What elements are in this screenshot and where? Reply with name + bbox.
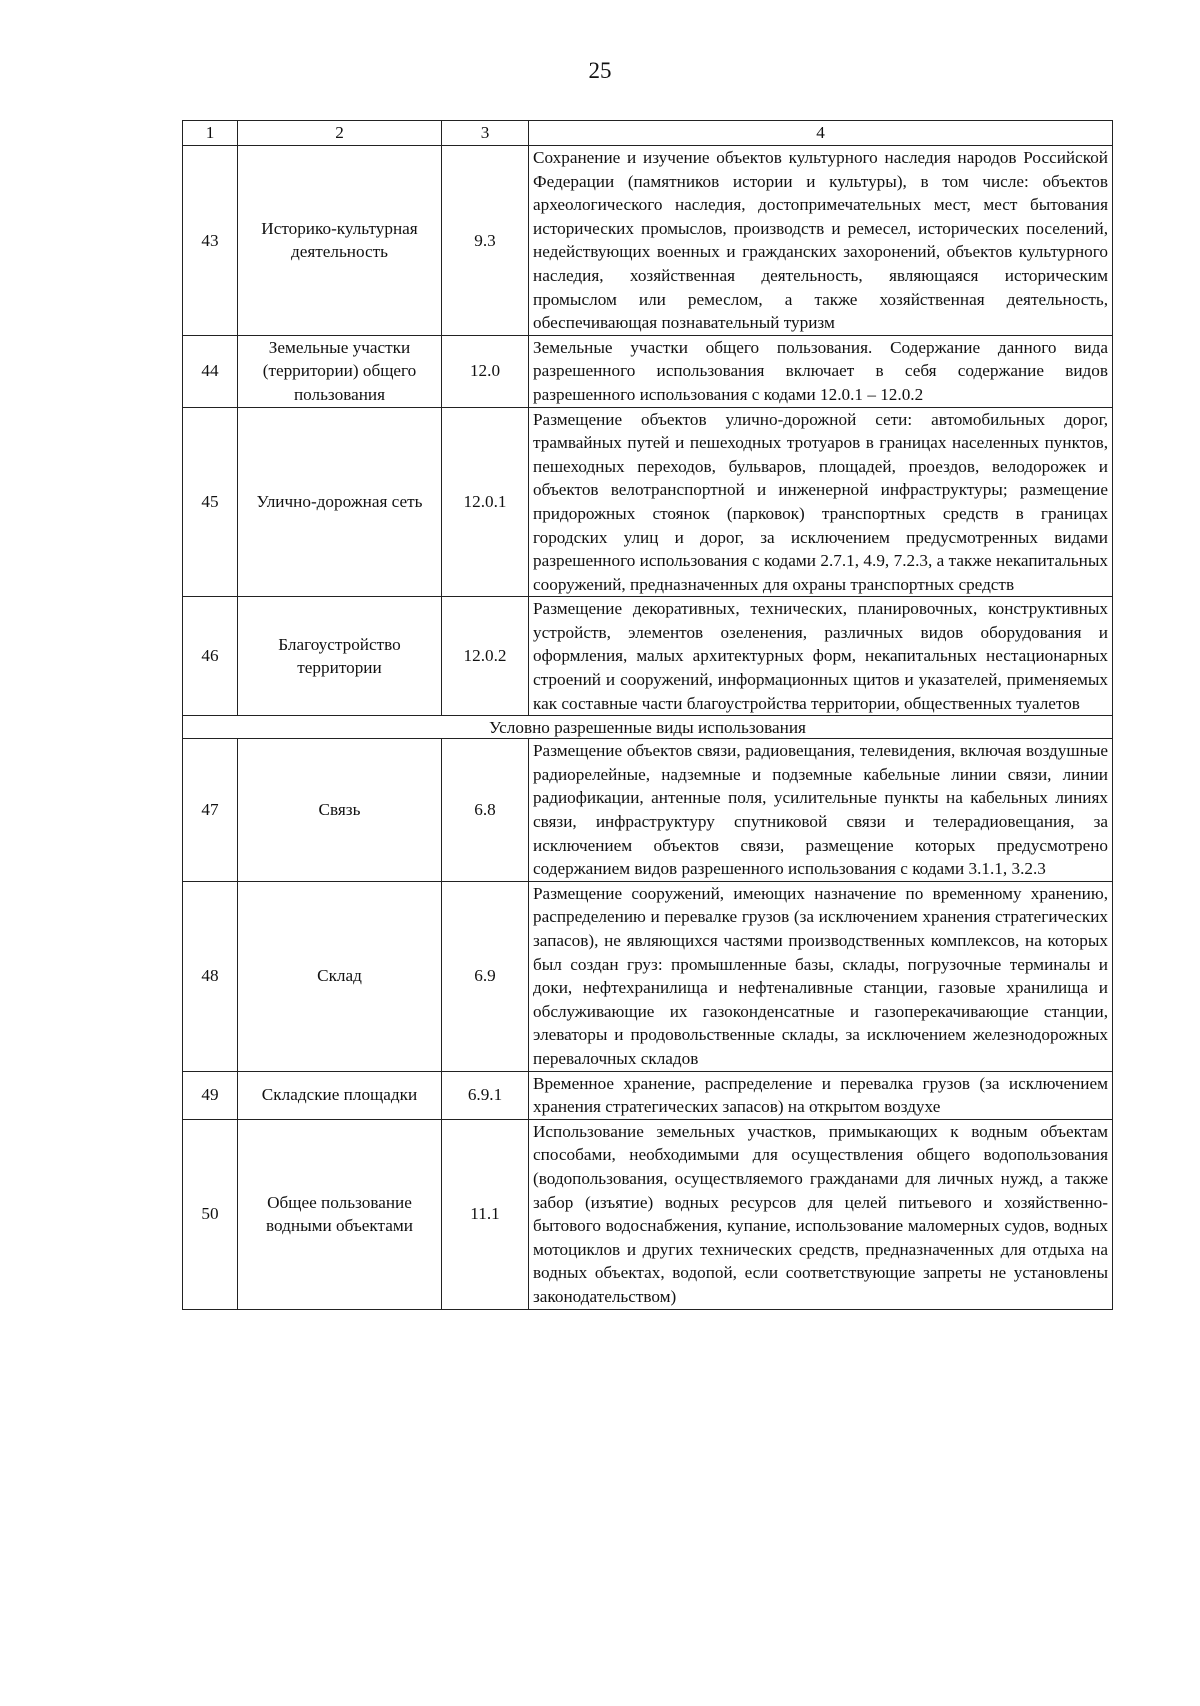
use-type-description: Сохранение и изучение объектов культурного наследия народов Российской Федерации (памятников истории и культуры), в том числе: объектов археологического наследия, достопримечательных мест, мест бытования исторических промыслов, производств и ремесел, исторических поселений, недействующих военных и гражданских захоронений, объектов культурного наследия, хозяйственная деятельность, являющаяся историческим промыслом или ремеслом, а также хозяйственная деятельность, обеспечивающая познавательный туризм — [529, 146, 1113, 336]
use-type-code: 12.0 — [442, 335, 529, 407]
column-header: 1 — [183, 121, 238, 146]
use-type-code: 6.8 — [442, 739, 529, 882]
table-row — [183, 407, 1113, 597]
use-type-code: 6.9 — [442, 881, 529, 1071]
table-row — [183, 739, 1113, 882]
table-row — [183, 597, 1113, 716]
column-header: 4 — [529, 121, 1113, 146]
use-type-code: 6.9.1 — [442, 1071, 529, 1119]
use-type-code: 9.3 — [442, 146, 529, 336]
use-type-name: Историко-культурная деятельность — [238, 146, 442, 336]
use-type-name: Улично-дорожная сеть — [238, 407, 442, 597]
row-number: 44 — [183, 335, 238, 407]
table-row — [183, 146, 1113, 336]
use-type-description: Размещение объектов связи, радиовещания, телевидения, включая воздушные радиорелейные, надземные и подземные кабельные линии связи, линии радиофикации, антенные поля, усилительные пункты на кабельных линиях связи, инфраструктуру спутниковой связи и телерадиовещания, за исключением объектов связи, размещение которых предусмотрено содержанием видов разрешенного использования с кодами 3.1.1, 3.2.3 — [529, 739, 1113, 882]
use-type-name: Общее пользование водными объектами — [238, 1119, 442, 1309]
row-number: 50 — [183, 1119, 238, 1309]
row-number: 45 — [183, 407, 238, 597]
column-header: 2 — [238, 121, 442, 146]
use-type-name: Связь — [238, 739, 442, 882]
use-type-code: 12.0.2 — [442, 597, 529, 716]
section-title: Условно разрешенные виды использования — [183, 716, 1113, 739]
use-type-description: Размещение объектов улично-дорожной сети: автомобильных дорог, трамвайных путей и пешеходных тротуаров в границах населенных пунктов, пешеходных переходов, бульваров, площадей, проездов, велодорожек и объектов велотранспортной и инженерной инфраструктуры; размещение придорожных стоянок (парковок) транспортных средств в границах городских улиц и дорог, за исключением предусмотренных видами разрешенного использования с кодами 2.7.1, 4.9, 7.2.3, а также некапитальных сооружений, предназначенных для охраны транспортных средств — [529, 407, 1113, 597]
table-row — [183, 1071, 1113, 1119]
section-header-row — [183, 716, 1113, 739]
use-type-code: 11.1 — [442, 1119, 529, 1309]
use-type-code: 12.0.1 — [442, 407, 529, 597]
use-type-name: Складские площадки — [238, 1071, 442, 1119]
use-type-description: Размещение декоративных, технических, планировочных, конструктивных устройств, элементов озеленения, различных видов оборудования и оформления, малых архитектурных форм, некапитальных нестационарных строений и сооружений, информационных щитов и указателей, применяемых как составные части благоустройства территории, общественных туалетов — [529, 597, 1113, 716]
use-type-description: Размещение сооружений, имеющих назначение по временному хранению, распределению и перевалке грузов (за исключением хранения стратегических запасов), не являющихся частями производственных комплексов, на которых был создан груз: промышленные базы, склады, погрузочные терминалы и доки, нефтехранилища и нефтеналивные станции, газовые хранилища и обслуживающие их газоконденсатные и газоперекачивающие станции, элеваторы и продовольственные склады, за исключением железнодорожных перевалочных складов — [529, 881, 1113, 1071]
row-number: 47 — [183, 739, 238, 882]
row-number: 46 — [183, 597, 238, 716]
table-row — [183, 1119, 1113, 1309]
table-row — [183, 881, 1113, 1071]
land-use-table — [182, 120, 1113, 1310]
page-number: 25 — [588, 58, 612, 83]
use-type-name: Земельные участки (территории) общего пользования — [238, 335, 442, 407]
row-number: 43 — [183, 146, 238, 336]
use-type-description: Земельные участки общего пользования. Содержание данного вида разрешенного использования включает в себя содержание видов разрешенного использования с кодами 12.0.1 – 12.0.2 — [529, 335, 1113, 407]
row-number: 48 — [183, 881, 238, 1071]
table-header-row — [183, 121, 1113, 146]
use-type-name: Склад — [238, 881, 442, 1071]
table-row — [183, 335, 1113, 407]
use-type-description: Использование земельных участков, примыкающих к водным объектам способами, необходимыми для осуществления общего водопользования (водопользования, осуществляемого гражданами для личных нужд, а также забор (изъятие) водных ресурсов для целей питьевого и хозяйственно-бытового водоснабжения, купание, использование маломерных судов, водных мотоциклов и других технических средств, предназначенных для отдыха на водных объектах, водопой, если соответствующие запреты не установлены законодательством) — [529, 1119, 1113, 1309]
use-type-name: Благоустройство территории — [238, 597, 442, 716]
row-number: 49 — [183, 1071, 238, 1119]
column-header: 3 — [442, 121, 529, 146]
use-type-description: Временное хранение, распределение и перевалка грузов (за исключением хранения стратегических запасов) на открытом воздухе — [529, 1071, 1113, 1119]
